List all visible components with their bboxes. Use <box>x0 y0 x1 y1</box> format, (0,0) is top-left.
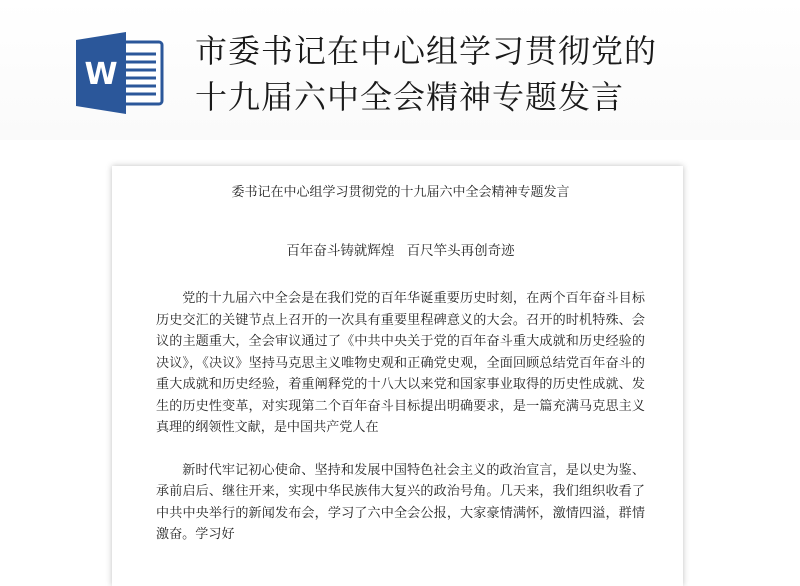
word-logo-letter: W <box>84 57 118 92</box>
word-document-icon <box>76 32 164 114</box>
document-title: 委书记在中心组学习贯彻党的十九届六中全会精神专题发言 <box>231 185 570 200</box>
page-title-line-1: 市委书记在中心组学习贯彻党的 <box>195 32 658 70</box>
document-page <box>112 166 683 586</box>
page-title <box>195 28 657 120</box>
document-subtitle: 百年奋斗铸就辉煌 百尺竿头再创奇迹 <box>286 243 515 259</box>
page-title-line-2: 十九届六中全会精神专题发言 <box>195 78 625 116</box>
body-paragraph: 新时代牢记初心使命、坚持和发展中国特色社会主义的政治宣言，是以史为鉴、承前启后、继往开来，实现中华民族伟大复兴的政治号角。几天来，我们组织收看了中共中央举行的新闻发布会，学习了六中全会公报，大家豪情满怀，激情四溢，群情激奋。学习好 <box>156 462 645 542</box>
body-paragraph: 党的十九届六中全会是在我们党的百年华诞重要历史时刻，在两个百年奋斗目标历史交汇的关键节点上召开的一次具有重要里程碑意义的大会。召开的时机特殊、会议的主题重大，全会审议通过了《中共中央关于党的百年奋斗重大成就和历史经验的决议》，《决议》坚持马克思主义唯物史观和正确党史观，全面回顾总结党百年奋斗的重大成就和历史经验，着重阐释党的十八大以来党和国家事业取得的历史性成就、发生的历史性变革，对实现第二个百年奋斗目标提出明确要求，是一篇充满马克思主义真理的纲领性文献，是中国共产党人在 <box>156 291 645 435</box>
